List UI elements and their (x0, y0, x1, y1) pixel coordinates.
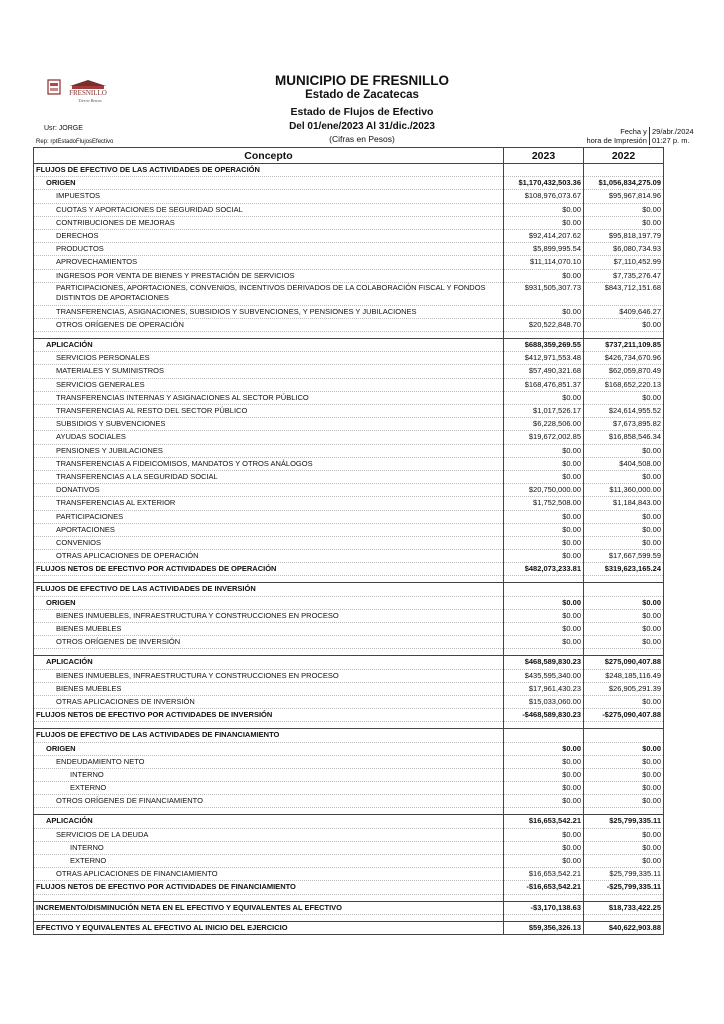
value-2022-cell: $0.00 (584, 536, 664, 549)
concept-cell: DERECHOS (34, 229, 504, 242)
table-row (34, 203, 664, 216)
value-2022-cell: $0.00 (584, 470, 664, 483)
table-row (34, 305, 664, 318)
table-row (34, 901, 664, 914)
concept-cell: ORIGEN (34, 742, 504, 755)
spacer-cell (504, 914, 584, 921)
value-2023-cell: $435,595,340.00 (504, 669, 584, 682)
value-2022-cell: $0.00 (584, 855, 664, 868)
value-2023-cell: $108,976,073.67 (504, 190, 584, 203)
table-row (34, 523, 664, 536)
table-row (34, 352, 664, 365)
header-2023: 2023 (504, 148, 584, 164)
value-2022-cell: $26,905,291.39 (584, 682, 664, 695)
value-2022-cell: $95,818,197.79 (584, 229, 664, 242)
value-2022-cell: $426,734,670.96 (584, 352, 664, 365)
concept-cell: SERVICIOS GENERALES (34, 378, 504, 391)
spacer-cell (504, 332, 584, 339)
value-2023-cell: $0.00 (504, 841, 584, 854)
spacer-cell (504, 576, 584, 583)
table-row (34, 682, 664, 695)
table-row (34, 510, 664, 523)
value-2023-cell: -$468,589,830.23 (504, 709, 584, 722)
value-2022-cell: $24,614,955.52 (584, 405, 664, 418)
value-2023-cell: $92,414,207.62 (504, 229, 584, 242)
spacer-cell (34, 894, 504, 901)
value-2023-cell: $5,899,995.54 (504, 243, 584, 256)
concept-cell: SERVICIOS PERSONALES (34, 352, 504, 365)
value-2022-cell: $0.00 (584, 216, 664, 229)
table-row (34, 418, 664, 431)
fecha-value: 29/abr./2024 (649, 127, 696, 136)
table-row (34, 841, 664, 854)
table-row (34, 623, 664, 636)
value-2022-cell: $0.00 (584, 742, 664, 755)
value-2022-cell: $0.00 (584, 391, 664, 404)
table-row (34, 881, 664, 894)
value-2022-cell: -$275,090,407.88 (584, 709, 664, 722)
concept-cell: ORIGEN (34, 596, 504, 609)
table-row (34, 742, 664, 755)
value-2022-cell: $0.00 (584, 795, 664, 808)
spacer-row (34, 649, 664, 656)
spacer-cell (504, 894, 584, 901)
value-2022-cell: $7,673,895.82 (584, 418, 664, 431)
concept-cell: MATERIALES Y SUMINISTROS (34, 365, 504, 378)
table-row (34, 391, 664, 404)
value-2022-cell: $0.00 (584, 782, 664, 795)
spacer-cell (34, 914, 504, 921)
value-2023-cell: $0.00 (504, 305, 584, 318)
value-2023-cell (504, 729, 584, 742)
value-2022-cell: $25,799,335.11 (584, 815, 664, 828)
table-row (34, 755, 664, 768)
value-2023-cell: $168,476,851.37 (504, 378, 584, 391)
table-row (34, 536, 664, 549)
concept-cell: CONTRIBUCIONES DE MEJORAS (34, 216, 504, 229)
table-row (34, 378, 664, 391)
value-2022-cell: $0.00 (584, 523, 664, 536)
value-2023-cell: $0.00 (504, 609, 584, 622)
value-2022-cell: $17,667,599.59 (584, 550, 664, 563)
value-2023-cell: $1,752,508.00 (504, 497, 584, 510)
concept-cell: SERVICIOS DE LA DEUDA (34, 828, 504, 841)
spacer-cell (34, 576, 504, 583)
logo-subtext: Tierra Brava (78, 98, 102, 103)
report-name: Estado de Flujos de Efectivo (290, 106, 434, 118)
concept-cell: OTROS ORÍGENES DE OPERACIÓN (34, 318, 504, 331)
concept-cell: TRANSFERENCIAS INTERNAS Y ASIGNACIONES AL SECTOR PÚBLICO (34, 391, 504, 404)
spacer-cell (34, 332, 504, 339)
concept-cell: INTERNO (34, 768, 504, 781)
concept-cell: OTROS ORÍGENES DE FINANCIAMIENTO (34, 795, 504, 808)
concept-cell: TRANSFERENCIAS A LA SEGURIDAD SOCIAL (34, 470, 504, 483)
table-row (34, 815, 664, 828)
logo-text: FRESNILLO (69, 89, 107, 97)
value-2023-cell: $482,073,233.81 (504, 563, 584, 576)
value-2022-cell: $275,090,407.88 (584, 656, 664, 669)
value-2022-cell: $25,799,335.11 (584, 868, 664, 881)
fecha-label: Fecha y (620, 127, 647, 136)
value-2023-cell: $0.00 (504, 510, 584, 523)
table-row (34, 795, 664, 808)
value-2023-cell: $1,170,432,503.36 (504, 177, 584, 190)
value-2022-cell: $0.00 (584, 623, 664, 636)
table-row (34, 768, 664, 781)
concept-cell: APLICACIÓN (34, 339, 504, 352)
value-2022-cell: $0.00 (584, 755, 664, 768)
value-2022-cell: $0.00 (584, 510, 664, 523)
value-2022-cell: $6,080,734.93 (584, 243, 664, 256)
table-row (34, 636, 664, 649)
concept-cell: APORTACIONES (34, 523, 504, 536)
concept-cell: FLUJOS NETOS DE EFECTIVO POR ACTIVIDADES DE INVERSIÓN (34, 709, 504, 722)
value-2023-cell: $0.00 (504, 596, 584, 609)
value-2023-cell: $0.00 (504, 523, 584, 536)
value-2023-cell: $16,653,542.21 (504, 815, 584, 828)
value-2022-cell: $404,508.00 (584, 457, 664, 470)
report-period: Del 01/ene/2023 Al 31/dic./2023 (289, 121, 435, 132)
spacer-row (34, 808, 664, 815)
value-2023-cell: $468,589,830.23 (504, 656, 584, 669)
concept-cell: SUBSIDIOS Y SUBVENCIONES (34, 418, 504, 431)
concept-cell: FLUJOS NETOS DE EFECTIVO POR ACTIVIDADES DE OPERACIÓN (34, 563, 504, 576)
concept-cell: APLICACIÓN (34, 815, 504, 828)
table-row (34, 431, 664, 444)
spacer-cell (504, 722, 584, 729)
value-2023-cell: $15,033,060.00 (504, 695, 584, 708)
value-2023-cell: $59,356,326.13 (504, 921, 584, 934)
value-2022-cell: $248,185,116.49 (584, 669, 664, 682)
value-2023-cell: $0.00 (504, 623, 584, 636)
table-row (34, 550, 664, 563)
table-header-row (34, 148, 664, 164)
concept-cell: BIENES MUEBLES (34, 682, 504, 695)
table-row (34, 855, 664, 868)
table-row (34, 269, 664, 282)
value-2022-cell: $95,967,814.96 (584, 190, 664, 203)
value-2023-cell: $0.00 (504, 444, 584, 457)
table-row (34, 729, 664, 742)
concept-cell: TRANSFERENCIAS A FIDEICOMISOS, MANDATOS Y OTROS ANÁLOGOS (34, 457, 504, 470)
value-2022-cell: $0.00 (584, 318, 664, 331)
concept-cell: PARTICIPACIONES, APORTACIONES, CONVENIOS, INCENTIVOS DERIVADOS DE LA COLABORACIÓN FISCAL Y FONDOS DISTINTOS DE APORTACIONES (34, 282, 504, 305)
value-2022-cell: $16,858,546.34 (584, 431, 664, 444)
table-row (34, 365, 664, 378)
value-2023-cell: $6,228,506.00 (504, 418, 584, 431)
value-2023-cell: $11,114,070.10 (504, 256, 584, 269)
spacer-cell (34, 649, 504, 656)
table-row (34, 868, 664, 881)
table-row (34, 583, 664, 596)
value-2022-cell: $18,733,422.25 (584, 901, 664, 914)
value-2023-cell (504, 164, 584, 177)
concept-cell: FLUJOS DE EFECTIVO DE LAS ACTIVIDADES DE OPERACIÓN (34, 164, 504, 177)
value-2022-cell: $0.00 (584, 841, 664, 854)
concept-cell: EXTERNO (34, 782, 504, 795)
print-date-block (586, 127, 696, 145)
value-2022-cell: $1,184,843.00 (584, 497, 664, 510)
value-2022-cell: $1,056,834,275.09 (584, 177, 664, 190)
hora-label: hora de Impresión (586, 136, 647, 145)
value-2023-cell: $16,653,542.21 (504, 868, 584, 881)
concept-cell: BIENES INMUEBLES, INFRAESTRUCTURA Y CONSTRUCCIONES EN PROCESO (34, 609, 504, 622)
value-2023-cell: $0.00 (504, 470, 584, 483)
value-2023-cell: $0.00 (504, 203, 584, 216)
spacer-cell (584, 332, 664, 339)
table-row (34, 339, 664, 352)
value-2022-cell: -$25,799,335.11 (584, 881, 664, 894)
table-row (34, 596, 664, 609)
user-label: Usr: JORGE (44, 125, 83, 132)
concept-cell: OTRAS APLICACIONES DE FINANCIAMIENTO (34, 868, 504, 881)
table-row (34, 656, 664, 669)
value-2023-cell: $0.00 (504, 828, 584, 841)
value-2023-cell: $0.00 (504, 457, 584, 470)
concept-cell: INCREMENTO/DISMINUCIÓN NETA EN EL EFECTIVO Y EQUIVALENTES AL EFECTIVO (34, 901, 504, 914)
report-state: Estado de Zacatecas (305, 89, 419, 101)
concept-cell: APLICACIÓN (34, 656, 504, 669)
header-concepto: Concepto (34, 148, 504, 164)
concept-cell: INGRESOS POR VENTA DE BIENES Y PRESTACIÓN DE SERVICIOS (34, 269, 504, 282)
value-2022-cell: $0.00 (584, 695, 664, 708)
concept-cell: FLUJOS DE EFECTIVO DE LAS ACTIVIDADES DE FINANCIAMIENTO (34, 729, 504, 742)
spacer-row (34, 576, 664, 583)
concept-cell: BIENES MUEBLES (34, 623, 504, 636)
table-row (34, 782, 664, 795)
value-2022-cell: $0.00 (584, 203, 664, 216)
value-2023-cell: $931,505,307.73 (504, 282, 584, 305)
concept-cell: ORIGEN (34, 177, 504, 190)
spacer-cell (34, 722, 504, 729)
spacer-cell (584, 649, 664, 656)
table-row (34, 229, 664, 242)
table-row (34, 609, 664, 622)
value-2022-cell: $62,059,870.49 (584, 365, 664, 378)
value-2023-cell: $0.00 (504, 742, 584, 755)
spacer-cell (504, 649, 584, 656)
value-2022-cell: $843,712,151.68 (584, 282, 664, 305)
value-2023-cell: $0.00 (504, 855, 584, 868)
value-2022-cell: $0.00 (584, 828, 664, 841)
concept-cell: OTROS ORÍGENES DE INVERSIÓN (34, 636, 504, 649)
value-2023-cell: $0.00 (504, 391, 584, 404)
concept-cell: TRANSFERENCIAS, ASIGNACIONES, SUBSIDIOS Y SUBVENCIONES, Y PENSIONES Y JUBILACIONES (34, 305, 504, 318)
value-2023-cell: $0.00 (504, 636, 584, 649)
concept-cell: TRANSFERENCIAS AL EXTERIOR (34, 497, 504, 510)
table-row (34, 177, 664, 190)
report-id: Rep: rptEstadoFlujosEfectivo (36, 139, 114, 145)
concept-cell: FLUJOS DE EFECTIVO DE LAS ACTIVIDADES DE INVERSIÓN (34, 583, 504, 596)
value-2023-cell: -$16,653,542.21 (504, 881, 584, 894)
value-2022-cell: $40,622,903.88 (584, 921, 664, 934)
table-row (34, 563, 664, 576)
table-row (34, 669, 664, 682)
table-row (34, 828, 664, 841)
table-row (34, 497, 664, 510)
concept-cell: EFECTIVO Y EQUIVALENTES AL EFECTIVO AL INICIO DEL EJERCICIO (34, 921, 504, 934)
table-row (34, 216, 664, 229)
value-2022-cell: $0.00 (584, 444, 664, 457)
table-row (34, 695, 664, 708)
spacer-row (34, 722, 664, 729)
table-row (34, 405, 664, 418)
value-2022-cell: $0.00 (584, 636, 664, 649)
concept-cell: OTRAS APLICACIONES DE OPERACIÓN (34, 550, 504, 563)
table-row (34, 318, 664, 331)
spacer-row (34, 332, 664, 339)
table-row (34, 444, 664, 457)
concept-cell: CONVENIOS (34, 536, 504, 549)
spacer-cell (584, 808, 664, 815)
value-2022-cell (584, 583, 664, 596)
value-2022-cell: $7,110,452.99 (584, 256, 664, 269)
report-title: MUNICIPIO DE FRESNILLO (274, 73, 449, 88)
value-2022-cell (584, 164, 664, 177)
concept-cell: PENSIONES Y JUBILACIONES (34, 444, 504, 457)
value-2023-cell: $0.00 (504, 269, 584, 282)
concept-cell: PARTICIPACIONES (34, 510, 504, 523)
value-2022-cell: $0.00 (584, 609, 664, 622)
table-row (34, 470, 664, 483)
spacer-row (34, 894, 664, 901)
value-2023-cell: $20,750,000.00 (504, 484, 584, 497)
value-2023-cell: $0.00 (504, 768, 584, 781)
concept-cell: PRODUCTOS (34, 243, 504, 256)
value-2023-cell: $688,359,269.55 (504, 339, 584, 352)
concept-cell: TRANSFERENCIAS AL RESTO DEL SECTOR PÚBLICO (34, 405, 504, 418)
table-row (34, 282, 664, 305)
concept-cell: BIENES INMUEBLES, INFRAESTRUCTURA Y CONSTRUCCIONES EN PROCESO (34, 669, 504, 682)
concept-cell: ENDEUDAMIENTO NETO (34, 755, 504, 768)
value-2022-cell: $0.00 (584, 596, 664, 609)
value-2023-cell: $57,490,321.68 (504, 365, 584, 378)
table-row (34, 921, 664, 934)
value-2022-cell: $319,623,165.24 (584, 563, 664, 576)
concept-cell: DONATIVOS (34, 484, 504, 497)
spacer-cell (34, 808, 504, 815)
concept-cell: CUOTAS Y APORTACIONES DE SEGURIDAD SOCIAL (34, 203, 504, 216)
value-2023-cell: $0.00 (504, 755, 584, 768)
value-2023-cell: $17,961,430.23 (504, 682, 584, 695)
concept-cell: FLUJOS NETOS DE EFECTIVO POR ACTIVIDADES DE FINANCIAMIENTO (34, 881, 504, 894)
spacer-cell (584, 722, 664, 729)
table-row (34, 457, 664, 470)
value-2023-cell: -$3,170,138.63 (504, 901, 584, 914)
value-2023-cell (504, 583, 584, 596)
report-units: (Cifras en Pesos) (329, 134, 395, 144)
value-2022-cell: $737,211,109.85 (584, 339, 664, 352)
value-2023-cell: $0.00 (504, 795, 584, 808)
value-2023-cell: $20,522,848.70 (504, 318, 584, 331)
concept-cell: IMPUESTOS (34, 190, 504, 203)
value-2022-cell (584, 729, 664, 742)
value-2022-cell: $0.00 (584, 768, 664, 781)
spacer-cell (584, 914, 664, 921)
concept-cell: AYUDAS SOCIALES (34, 431, 504, 444)
header-2022: 2022 (584, 148, 664, 164)
value-2023-cell: $0.00 (504, 550, 584, 563)
concept-cell: INTERNO (34, 841, 504, 854)
value-2022-cell: $7,735,276.47 (584, 269, 664, 282)
concept-cell: EXTERNO (34, 855, 504, 868)
table-row (34, 709, 664, 722)
spacer-row (34, 914, 664, 921)
cash-flow-table (33, 147, 664, 935)
value-2023-cell: $0.00 (504, 536, 584, 549)
table-row (34, 484, 664, 497)
value-2023-cell: $1,017,526.17 (504, 405, 584, 418)
value-2023-cell: $0.00 (504, 782, 584, 795)
spacer-cell (504, 808, 584, 815)
value-2023-cell: $0.00 (504, 216, 584, 229)
value-2022-cell: $168,652,220.13 (584, 378, 664, 391)
value-2022-cell: $11,360,000.00 (584, 484, 664, 497)
hora-value: 01:27 p. m. (649, 136, 696, 145)
value-2022-cell: $409,646.27 (584, 305, 664, 318)
concept-cell: OTRAS APLICACIONES DE INVERSIÓN (34, 695, 504, 708)
value-2023-cell: $19,672,002.85 (504, 431, 584, 444)
value-2023-cell: $412,971,553.48 (504, 352, 584, 365)
table-row (34, 190, 664, 203)
table-row (34, 256, 664, 269)
spacer-cell (584, 894, 664, 901)
concept-cell: APROVECHAMIENTOS (34, 256, 504, 269)
table-row (34, 164, 664, 177)
table-row (34, 243, 664, 256)
spacer-cell (584, 576, 664, 583)
